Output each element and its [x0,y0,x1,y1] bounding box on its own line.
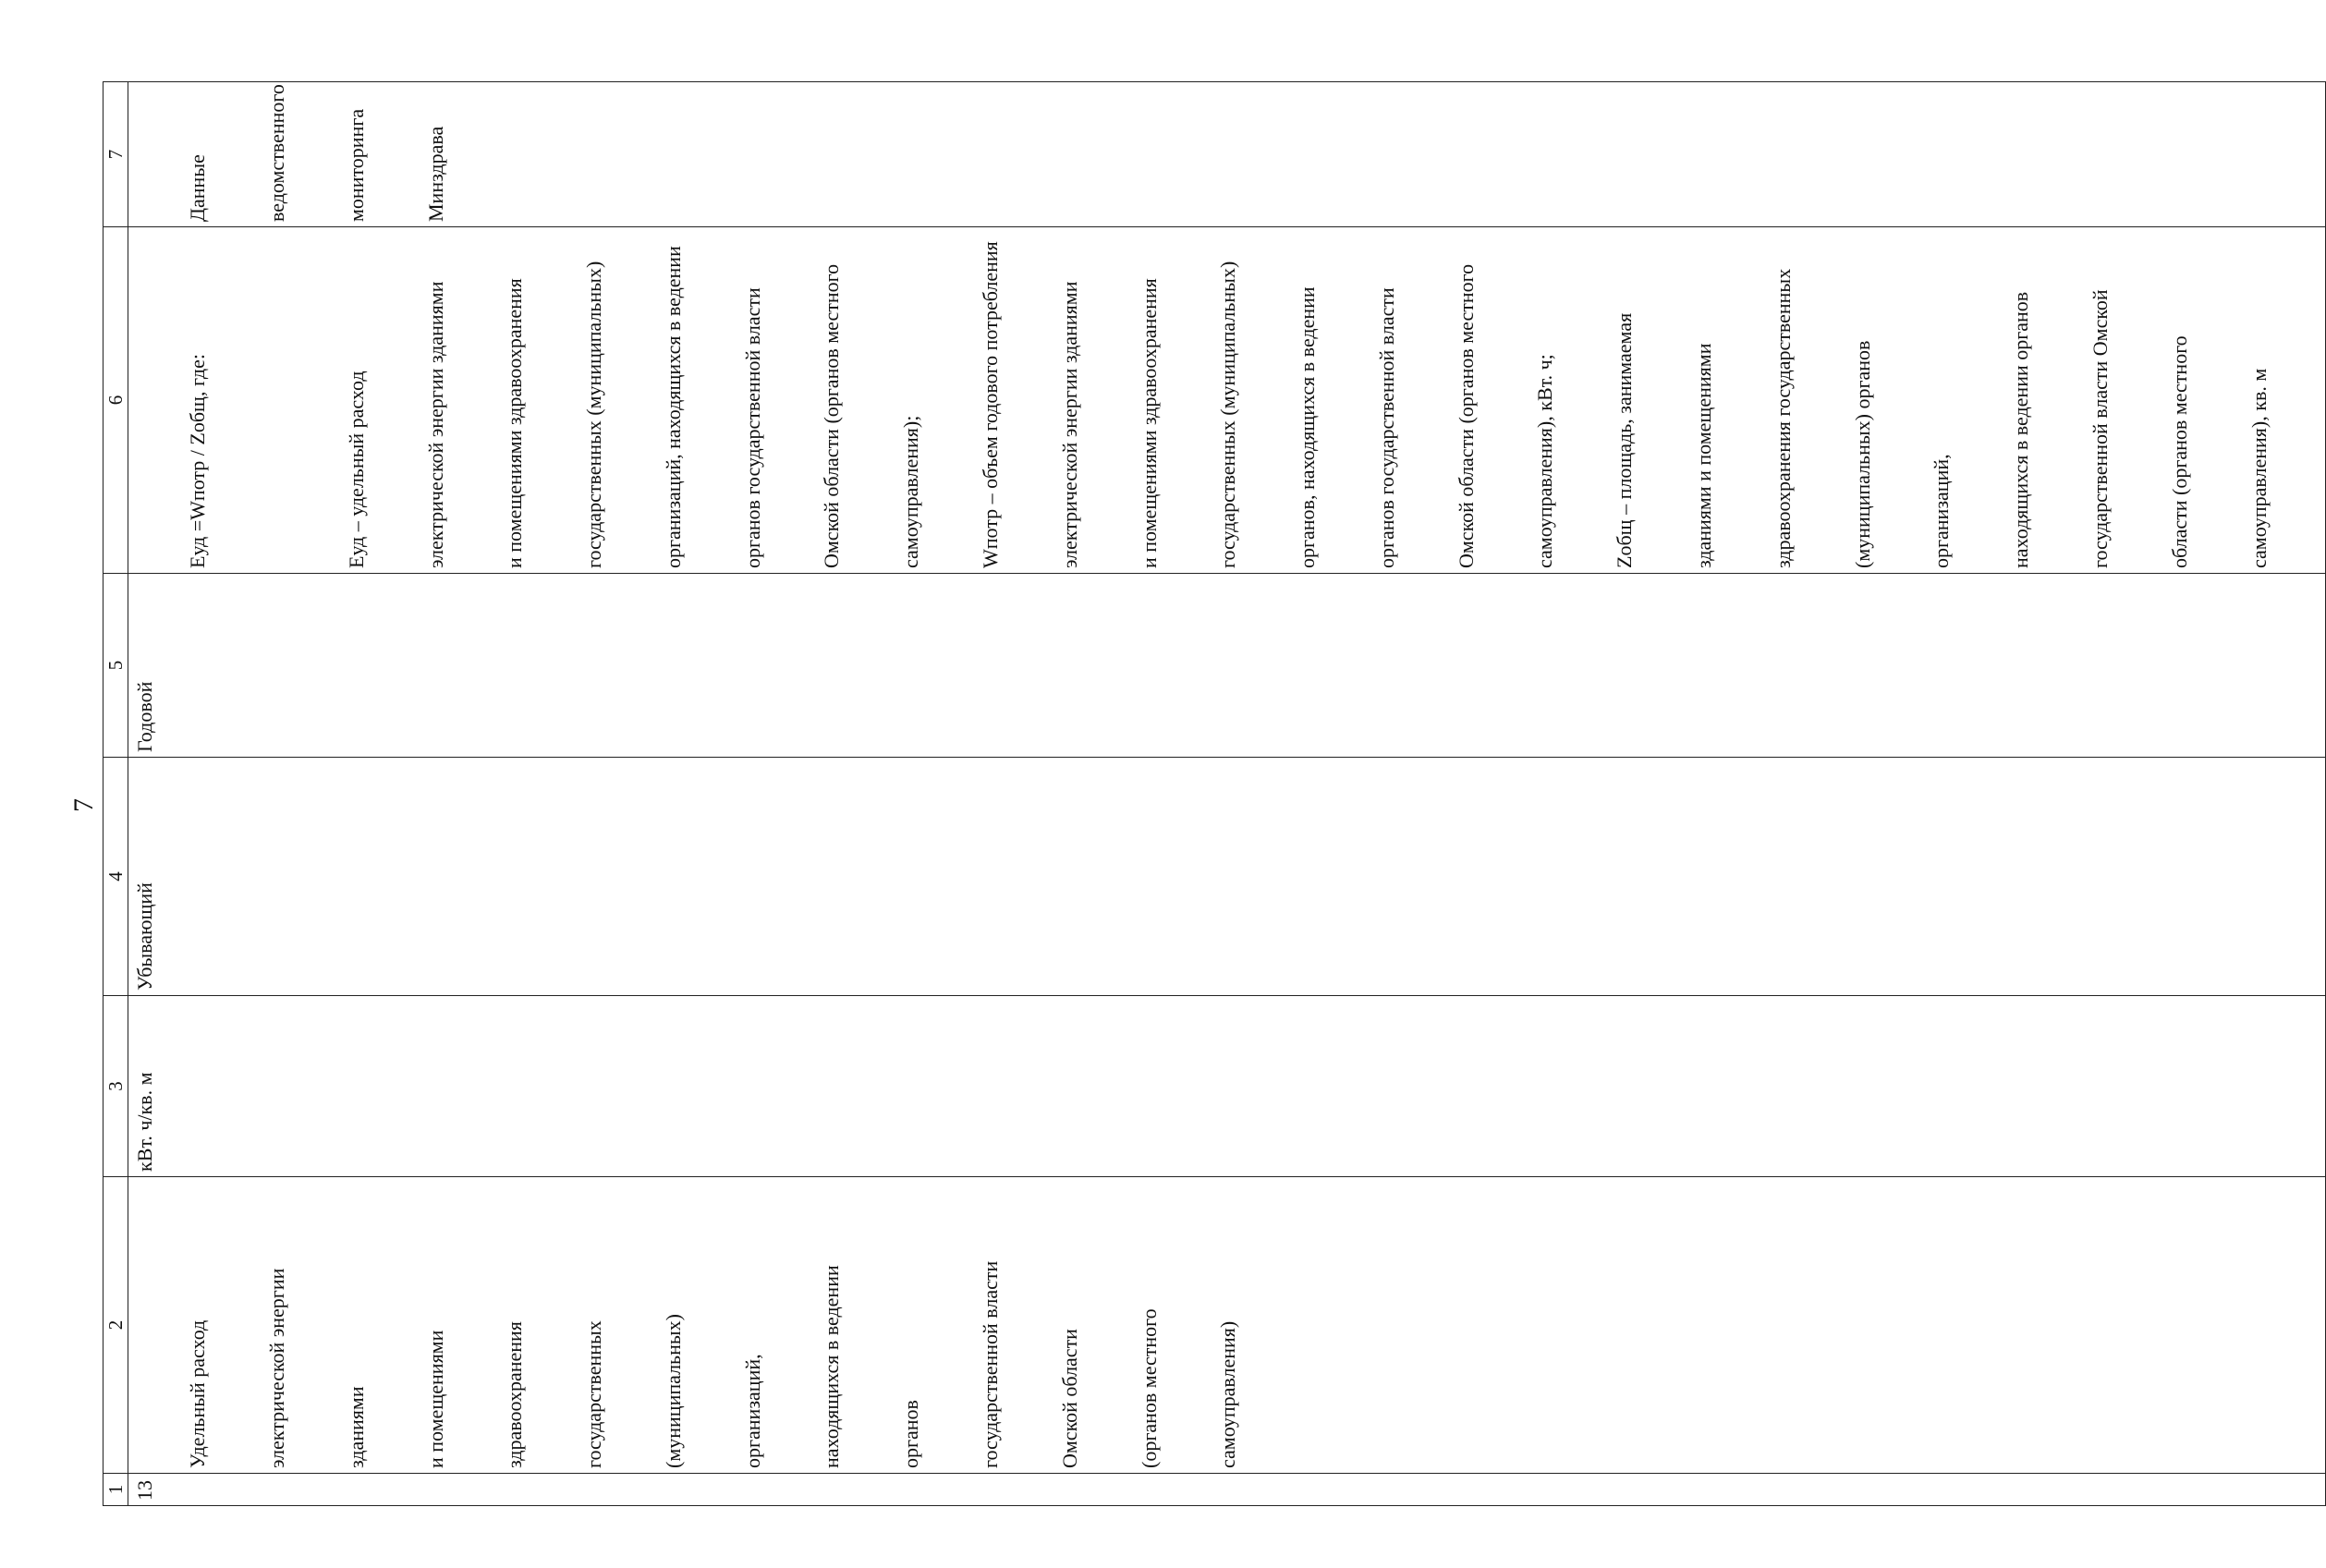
formula: Еуд =Wпотр / Zобщ, где: [186,354,210,568]
header-col-4: 4 [104,758,128,996]
header-col-6: 6 [104,227,128,574]
formula-line: (муниципальных) органов [1850,340,1874,568]
indicator-table [103,81,2326,1506]
formula-line: Еуд – удельный расход [344,371,368,568]
trend-cell: Убывающий [128,758,2326,996]
indicator-name-line: Удельный расход [186,1319,210,1468]
formula-line: здравоохранения государственных [1771,268,1795,568]
table-row [128,82,2326,1506]
formula-line: самоуправления), кВт. ч; [1533,354,1557,568]
unit-cell: кВт. ч/кв. м [128,996,2326,1177]
header-col-1: 1 [104,1474,128,1506]
formula-line: государственных (муниципальных) [1216,261,1240,568]
formula-spacer [264,232,291,568]
indicator-name-line: электрической энергии [264,1268,288,1468]
indicator-name-line: самоуправления) [1216,1320,1240,1468]
formula-line: и помещениями здравоохранения [503,278,527,568]
header-col-7: 7 [104,82,128,227]
formula-line: зданиями и помещениями [1692,343,1716,568]
formula-line: государственных (муниципальных) [582,261,606,568]
formula-line: электрической энергии зданиями [1057,281,1081,568]
source-line: Минздрава [423,126,447,222]
header-col-5: 5 [104,574,128,758]
formula-line: органов государственной власти [740,287,764,568]
formula-line: электрической энергии зданиями [423,281,447,568]
source-cell [128,82,2326,227]
indicator-name-line: здравоохранения [503,1321,527,1468]
row-number: 13 [128,1474,2326,1506]
formula-line: находящихся в ведении органов [2009,291,2033,568]
formula-line: Zобщ – площадь, занимаемая [1613,312,1637,568]
indicator-name-cell [128,1177,2326,1474]
header-col-2: 2 [104,1177,128,1474]
formula-line: и помещениями здравоохранения [1137,278,1161,568]
formula-line: самоуправления), кв. м [2247,368,2271,568]
page-number: 7 [68,798,99,812]
formula-line: организаций, [1930,454,1954,568]
formula-line: Омской области (органов местного [1454,263,1478,568]
formula-line: государственной власти Омской [2088,289,2112,568]
formula-cell [128,227,2326,574]
indicator-name-line: (органов местного [1137,1308,1161,1468]
formula-line: органов, находящихся в ведении [1296,286,1320,568]
source-line: мониторинга [344,108,368,222]
indicator-name-line: Омской области [1057,1329,1081,1468]
header-row [104,82,128,1506]
formula-line: органов государственной власти [1374,287,1398,568]
indicator-name-line: зданиями [344,1386,368,1468]
indicator-name-line: государственной власти [979,1260,1002,1468]
header-col-3: 3 [104,996,128,1177]
indicator-name-line: органов [899,1400,923,1468]
formula-line: организаций, находящихся в ведении [661,246,685,568]
indicator-name-line: организаций, [740,1354,764,1468]
formula-line: Омской области (органов местного [820,263,844,568]
source-line: ведомственного [264,84,288,222]
formula-line: Wпотр – объем годового потребления [979,241,1002,568]
indicator-name-line: государственных [582,1320,606,1468]
indicator-name-line: и помещениями [423,1330,447,1468]
indicator-name-line: находящихся в ведении [820,1265,844,1468]
formula-line: области (органов местного [2167,335,2191,568]
indicator-name-line: (муниципальных) [661,1314,685,1468]
period-cell: Годовой [128,574,2326,758]
source-line: Данные [186,154,210,222]
formula-line: самоуправления); [899,415,923,568]
